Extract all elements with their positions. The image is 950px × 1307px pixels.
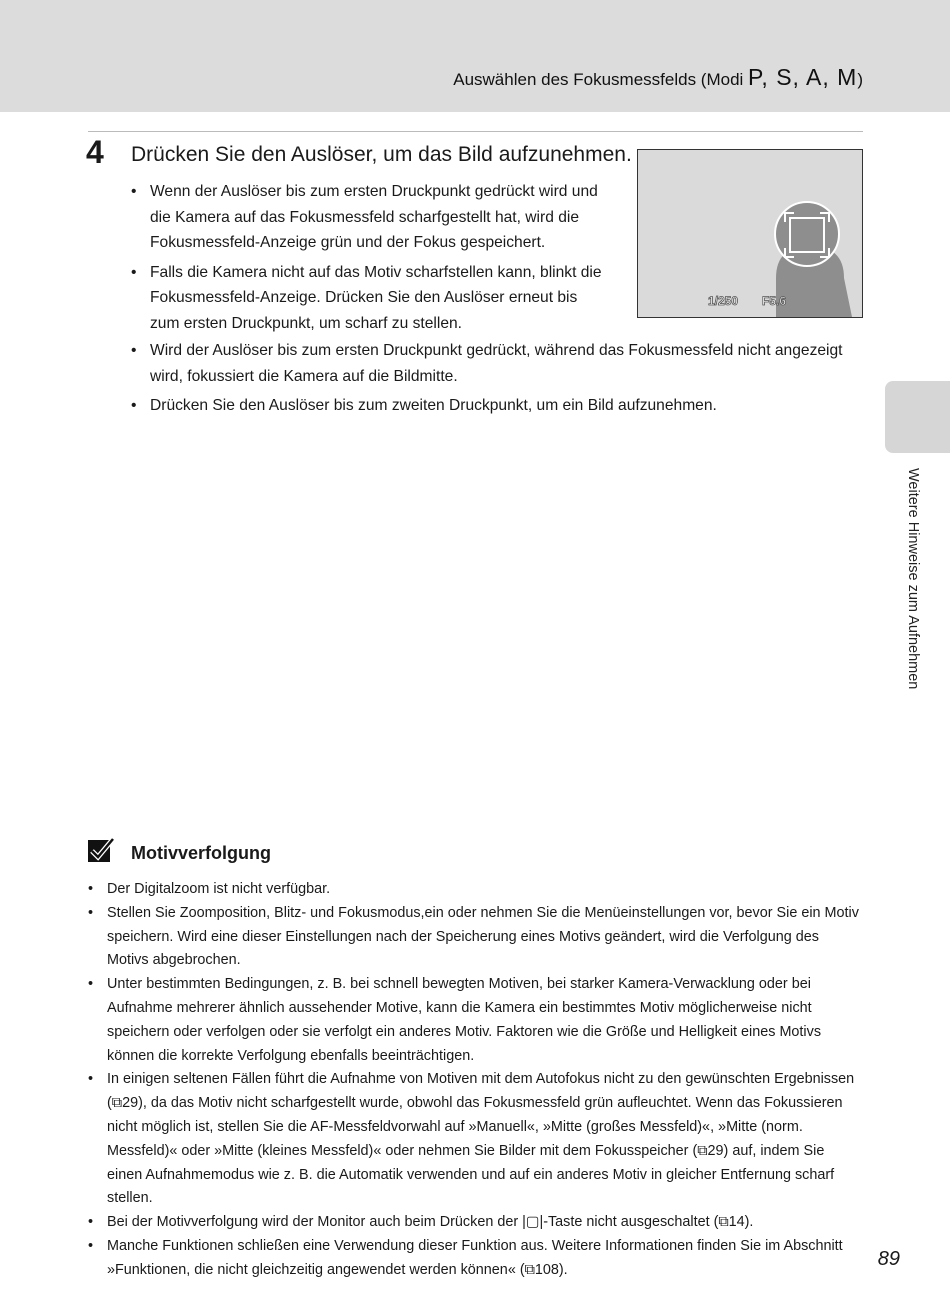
monitor-illustration bbox=[638, 150, 862, 317]
step-bullet: • Drücken Sie den Auslöser bis zum zweiten Druckpunkt, um ein Bild aufzunehmen. bbox=[131, 393, 866, 419]
header-close: ) bbox=[857, 70, 863, 89]
note-item: • In einigen seltenen Fällen führt die Aufnahme von Motiven mit dem Autofokus nicht zu den gewünschten Ergebnissen (⧉29), da das Motiv nicht scharfgestellt wurde, obwohl das Fokusmessfeld grün aufleuchtet. Wenn das Fokussieren nicht möglich ist, stellen Sie die AF-Messfeldvorwahl auf »Manuell«, »Mitte (großes Messfeld)«, »Mitte (norm. Messfeld)« oder »Mitte (kleines Messfeld)« oder nehmen Sie Bilder mit dem Fokusspeicher (⧉29) auf, indem Sie einen Aufnahmemodus wie z. B. die Automatik verwenden und auf ein anderes Motiv in gleicher Entfernung scharf stellen. bbox=[88, 1068, 863, 1211]
chapter-side-label: Weitere Hinweise zum Aufnehmen bbox=[905, 468, 921, 690]
note-title: Motivverfolgung bbox=[131, 843, 271, 863]
camera-monitor-preview bbox=[637, 149, 863, 318]
aperture-readout: F5.6 bbox=[762, 294, 787, 308]
header-modes: P, S, A, M bbox=[748, 64, 858, 90]
note-item: • Stellen Sie Zoomposition, Blitz- und Fokusmodus,ein oder nehmen Sie die Menüeinstellungen vor, bevor Sie ein Motiv speichern. Wird eine dieser Einstellungen nach der Speicherung eines Motivs geändert, wird die Verfolgung des Motivs abgebrochen. bbox=[88, 902, 863, 973]
note-item: • Bei der Motivverfolgung wird der Monitor auch beim Drücken der |▢|-Taste nicht ausgeschaltet (⧉14). bbox=[88, 1211, 863, 1235]
step-bullet: • Wenn der Auslöser bis zum ersten Druckpunkt gedrückt wird und die Kamera auf das Fokusmessfeld scharfgestellt hat, wird die Fokusmessfeld-Anzeige grün und der Fokus gespeichert. bbox=[131, 179, 611, 256]
note-item: • Der Digitalzoom ist nicht verfügbar. bbox=[88, 878, 863, 902]
shutter-speed-readout: 1/250 bbox=[708, 294, 739, 308]
section-divider bbox=[88, 131, 863, 132]
step-bullets-wide bbox=[131, 338, 866, 423]
page-header-title bbox=[453, 64, 863, 91]
note-list bbox=[88, 878, 863, 1283]
step-number: 4 bbox=[86, 134, 104, 170]
header-title-text: Auswählen des Fokusmessfelds (Modi bbox=[453, 70, 749, 89]
step-bullet: • Wird der Auslöser bis zum ersten Druckpunkt gedrückt, während das Fokusmessfeld nicht angezeigt wird, fokussiert die Kamera auf die Bildmitte. bbox=[131, 338, 866, 389]
step-heading: Drücken Sie den Auslöser, um das Bild aufzunehmen. bbox=[131, 143, 632, 166]
step-bullet: • Falls die Kamera nicht auf das Motiv scharfstellen kann, blinkt die Fokusmessfeld-Anzeige. Drücken Sie den Auslöser erneut bis zum ersten Druckpunkt, um scharf zu stellen. bbox=[131, 260, 611, 337]
note-item: • Unter bestimmten Bedingungen, z. B. bei schnell bewegten Motiven, bei starker Kamera-Verwacklung oder bei Aufnahme mehrerer ähnlich aussehender Motive, kann die Kamera ein bestimmtes Motiv möglicherweise nicht speichern oder verfolgen oder sie verfolgt ein anderes Motiv. Faktoren wie die Größe und Helligkeit eines Motivs können die korrekte Verfolgung ebenfalls beeinträchtigen. bbox=[88, 973, 863, 1068]
check-note-icon bbox=[88, 836, 116, 864]
page-number: 89 bbox=[877, 1248, 900, 1270]
note-item: • Manche Funktionen schließen eine Verwendung dieser Funktion aus. Weitere Informationen finden Sie im Abschnitt »Funktionen, die nicht gleichzeitig angewendet werden können« (⧉108). bbox=[88, 1235, 863, 1283]
header-band bbox=[0, 0, 950, 112]
chapter-side-tab bbox=[885, 381, 950, 453]
step-bullets-top bbox=[131, 179, 611, 340]
